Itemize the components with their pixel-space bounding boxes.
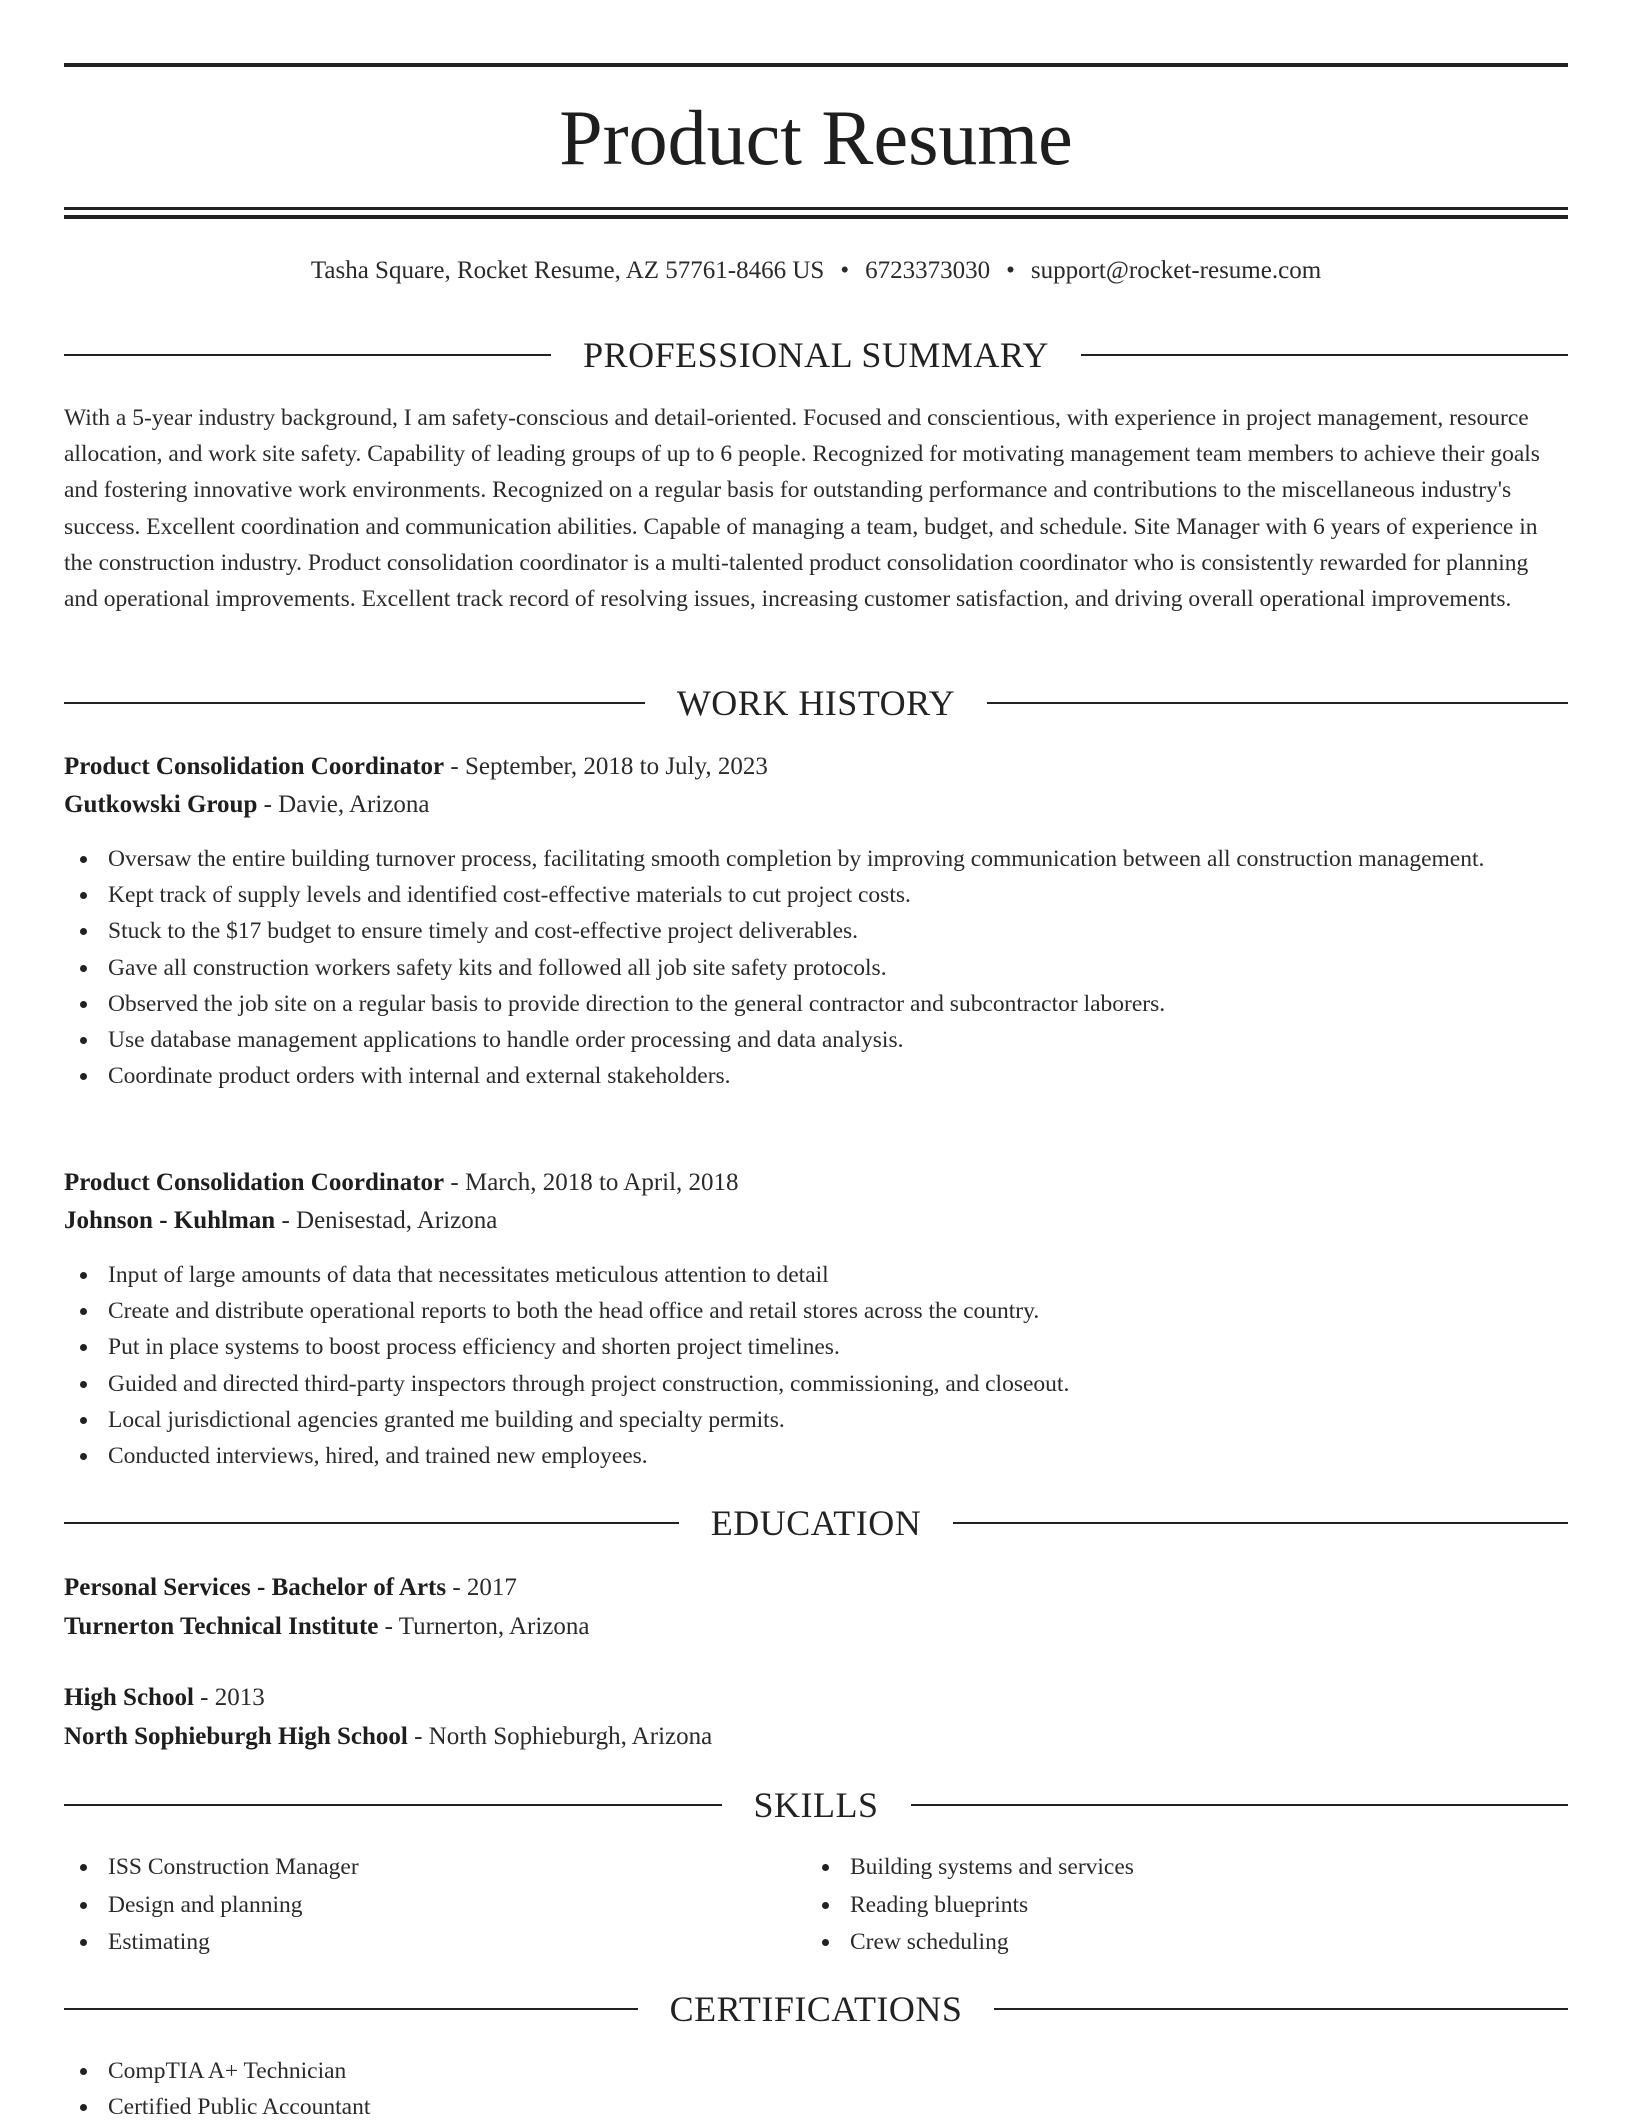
contact-address: Tasha Square, Rocket Resume, AZ 57761-8466 US xyxy=(310,257,825,284)
heading-rule xyxy=(64,702,645,704)
skill-item: Reading blueprints xyxy=(806,1887,1506,1925)
contact-separator: • xyxy=(840,257,850,284)
education-degree: Personal Services - Bachelor of Arts xyxy=(64,1574,447,1601)
heading-rule xyxy=(987,702,1568,704)
job-dates: - September, 2018 to July, 2023 xyxy=(444,753,768,780)
list-item: Stuck to the $17 budget to ensure timely and cost-effective project deliverables. xyxy=(64,913,1568,949)
education-year: - 2013 xyxy=(193,1684,265,1711)
list-item: Use database management applications to handle order processing and data analysis. xyxy=(64,1022,1568,1058)
education-location: - Turnerton, Arizona xyxy=(378,1613,590,1640)
education-degree: High School xyxy=(64,1684,194,1711)
skills-list-left xyxy=(64,1849,764,1962)
section-title: EDUCATION xyxy=(710,1503,922,1543)
heading-rule xyxy=(64,2008,638,2010)
skill-item: Crew scheduling xyxy=(806,1924,1506,1962)
list-item: Put in place systems to boost process efficiency and shorten project timelines. xyxy=(64,1329,1568,1365)
job-title-line xyxy=(64,1165,1568,1201)
list-item: Gave all construction workers safety kits and followed all job site safety protocols. xyxy=(64,950,1568,986)
contact-phone: 6723373030 xyxy=(865,257,991,284)
job-duties-list xyxy=(64,841,1568,1094)
education-location: - North Sophieburgh, Arizona xyxy=(407,1723,713,1750)
job-title-line xyxy=(64,749,1568,785)
list-item: Coordinate product orders with internal and external stakeholders. xyxy=(64,1058,1568,1094)
contact-line xyxy=(64,254,1568,288)
education-school-line xyxy=(64,1609,1568,1645)
job-company-line xyxy=(64,1203,1568,1239)
heading-rule xyxy=(953,1522,1568,1524)
resume-title: Product Resume xyxy=(559,94,1073,181)
skill-item: Estimating xyxy=(64,1924,764,1962)
heading-rule xyxy=(911,1804,1569,1806)
top-rule xyxy=(64,63,1568,67)
heading-rule xyxy=(1081,354,1568,356)
job-company: Johnson - Kuhlman xyxy=(64,1207,276,1234)
job-location: - Davie, Arizona xyxy=(257,791,430,818)
list-item: Conducted interviews, hired, and trained new employees. xyxy=(64,1438,1568,1474)
education-school: Turnerton Technical Institute xyxy=(64,1613,379,1640)
certifications-list xyxy=(64,2053,1568,2125)
education-school: North Sophieburgh High School xyxy=(64,1723,408,1750)
job-dates: - March, 2018 to April, 2018 xyxy=(444,1169,739,1196)
section-heading-work-history xyxy=(64,681,1568,725)
skill-item: Building systems and services xyxy=(806,1849,1506,1887)
education-degree-line xyxy=(64,1570,1568,1606)
contact-separator: • xyxy=(1006,257,1015,284)
certification-item: Certified Public Accountant xyxy=(64,2089,1568,2125)
section-title: WORK HISTORY xyxy=(676,683,956,723)
list-item: Guided and directed third-party inspectors through project construction, commissioning, and closeout. xyxy=(64,1366,1568,1402)
section-title: CERTIFICATIONS xyxy=(669,1989,963,2029)
title-rule-upper xyxy=(64,207,1568,210)
title-rule-lower xyxy=(64,215,1568,219)
section-title: SKILLS xyxy=(753,1785,879,1825)
job-company: Gutkowski Group xyxy=(64,791,258,818)
heading-rule xyxy=(994,2008,1568,2010)
job-company-line xyxy=(64,787,1568,823)
certification-item: CompTIA A+ Technician xyxy=(64,2053,1568,2089)
summary-text: With a 5-year industry background, I am safety-conscious and detail-oriented. Focused and conscientious, with experience in project management, resource allocation, and work site safety. Capability of leading groups of up to 6 people. Recognized for motivating management team members to achieve their goals and fostering innovative work environments. Recognized on a regular basis for outstanding performance and contributions to the miscellaneous industry's success. Excellent coordination and communication abilities. Capable of managing a team, budget, and schedule. Site Manager with 6 years of experience in the construction industry. Product consolidation coordinator is a multi-talented product consolidation coordinator who is consistently rewarded for planning and operational improvements. Excellent track record of resolving issues, increasing customer satisfaction, and driving overall operational improvements. xyxy=(64,405,1540,613)
list-item: Input of large amounts of data that necessitates meticulous attention to detail xyxy=(64,1257,1568,1293)
education-year: - 2017 xyxy=(446,1574,517,1601)
job-title: Product Consolidation Coordinator xyxy=(64,1169,445,1196)
list-item: Observed the job site on a regular basis to provide direction to the general contractor and subcontractor laborers. xyxy=(64,986,1568,1022)
education-degree-line xyxy=(64,1680,1568,1716)
section-heading-certifications xyxy=(64,1987,1568,2031)
section-title: PROFESSIONAL SUMMARY xyxy=(583,335,1049,375)
section-heading-skills xyxy=(64,1783,1568,1827)
section-heading-summary xyxy=(64,333,1568,377)
list-item: Local jurisdictional agencies granted me building and specialty permits. xyxy=(64,1402,1568,1438)
heading-rule xyxy=(64,1804,722,1806)
heading-rule xyxy=(64,354,551,356)
list-item: Oversaw the entire building turnover process, facilitating smooth completion by improving communication between all construction management. xyxy=(64,841,1568,877)
section-heading-education xyxy=(64,1501,1568,1545)
contact-email: support@rocket-resume.com xyxy=(1030,257,1322,284)
heading-rule xyxy=(64,1522,679,1524)
list-item: Kept track of supply levels and identified cost-effective materials to cut project costs. xyxy=(64,877,1568,913)
job-title: Product Consolidation Coordinator xyxy=(64,753,445,780)
education-school-line xyxy=(64,1719,1568,1755)
job-duties-list xyxy=(64,1257,1568,1474)
skill-item: ISS Construction Manager xyxy=(64,1849,764,1887)
skill-item: Design and planning xyxy=(64,1887,764,1925)
skills-list-right xyxy=(806,1849,1506,1962)
job-location: - Denisestad, Arizona xyxy=(275,1207,498,1234)
list-item: Create and distribute operational reports to both the head office and retail stores across the country. xyxy=(64,1293,1568,1329)
